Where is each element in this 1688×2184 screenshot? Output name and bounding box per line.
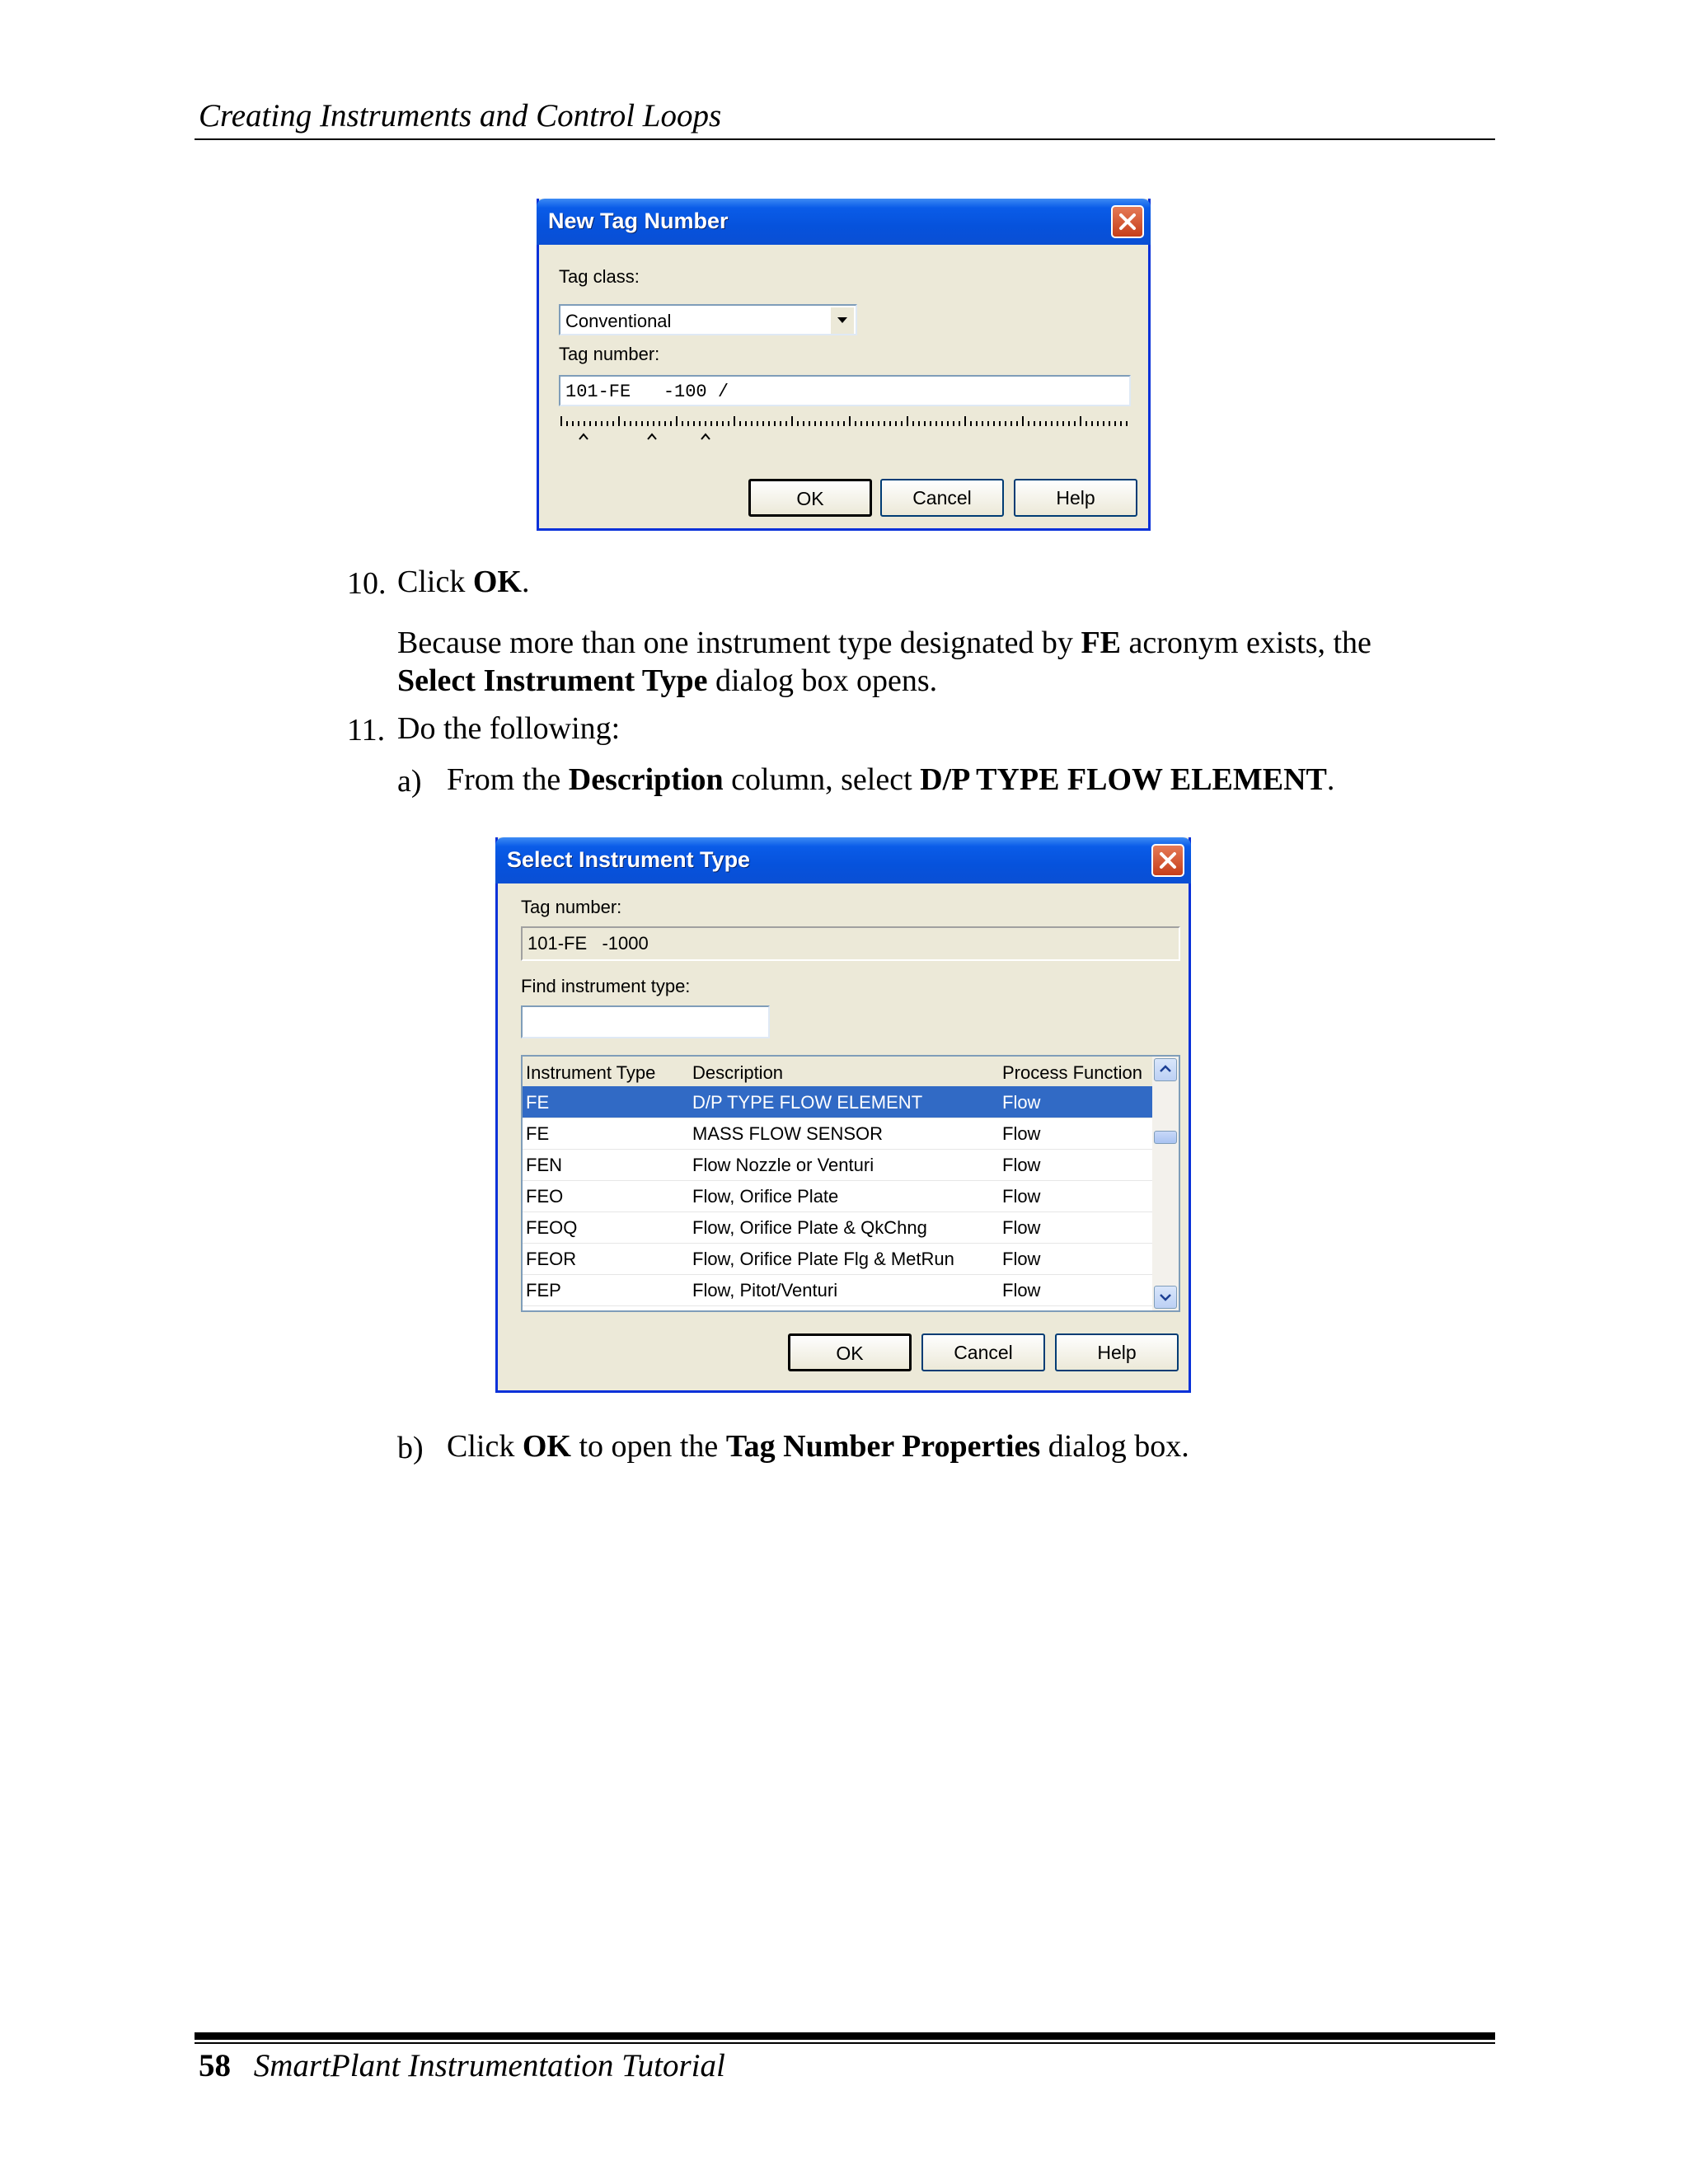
text: dialog box. — [1048, 1429, 1189, 1464]
vertical-scrollbar[interactable] — [1152, 1057, 1179, 1310]
text: Click — [397, 565, 466, 599]
bold-text: Tag Number Properties — [725, 1429, 1041, 1464]
substep-letter: b) — [397, 1431, 424, 1465]
table-cell: Flow, Orifice Plate — [692, 1186, 839, 1207]
close-button[interactable] — [1151, 844, 1184, 877]
bold-text: Select Instrument Type — [397, 663, 708, 698]
tag-number-value: 101-FE -100 / — [565, 382, 729, 402]
tag-class-label: Tag class: — [559, 266, 640, 287]
bold-text: OK — [522, 1429, 571, 1464]
tag-number-field[interactable] — [559, 375, 1131, 406]
text: From the — [447, 762, 561, 797]
step-number: 10. — [347, 566, 387, 601]
footer-rule — [195, 2032, 1495, 2040]
substep-b-text — [447, 1427, 1189, 1465]
ok-button[interactable]: OK — [748, 479, 872, 517]
text: . — [521, 565, 530, 599]
tag-number-readonly-field — [521, 926, 1180, 961]
cancel-button[interactable]: Cancel — [921, 1333, 1045, 1371]
step-11-text: Do the following: — [397, 711, 621, 746]
dialog-title: Select Instrument Type — [507, 847, 751, 872]
close-icon — [1118, 213, 1137, 231]
text: dialog box opens. — [715, 663, 938, 698]
footer-title: SmartPlant Instrumentation Tutorial — [253, 2048, 725, 2083]
chevron-down-icon — [1160, 1293, 1171, 1301]
close-icon — [1159, 851, 1177, 869]
text: Because more than one instrument type designated by — [397, 626, 1073, 660]
tag-class-dropdown-button[interactable] — [829, 307, 854, 334]
table-cell: FEOR — [526, 1249, 577, 1269]
tag-class-select[interactable] — [559, 304, 857, 335]
table-cell: Flow — [1002, 1280, 1041, 1301]
help-button[interactable]: Help — [1014, 479, 1137, 517]
table-cell: Flow — [1002, 1092, 1041, 1113]
table-cell: Flow — [1002, 1123, 1041, 1144]
text: to open the — [579, 1429, 719, 1464]
step-10-paragraph — [397, 624, 1372, 700]
table-row[interactable] — [523, 1149, 1154, 1181]
tag-format-ruler — [559, 415, 1131, 443]
ok-button[interactable]: OK — [788, 1333, 912, 1371]
dialog-titlebar[interactable] — [495, 837, 1191, 883]
close-button[interactable] — [1111, 205, 1144, 238]
table-cell: FEP — [526, 1280, 561, 1301]
table-row[interactable] — [523, 1086, 1154, 1118]
bold-text: OK — [472, 565, 522, 599]
text: column, select — [731, 762, 912, 797]
table-cell: FEN — [526, 1155, 562, 1175]
table-cell: Flow, Orifice Plate Flg & MetRun — [692, 1249, 954, 1269]
table-cell: D/P TYPE FLOW ELEMENT — [692, 1092, 923, 1113]
substep-a-text — [447, 761, 1334, 799]
table-cell: FE — [526, 1092, 550, 1113]
table-cell: FEOQ — [526, 1217, 578, 1238]
chevron-down-icon — [837, 316, 848, 325]
bold-text: Description — [568, 762, 724, 797]
table-row[interactable] — [523, 1212, 1154, 1244]
help-button[interactable]: Help — [1055, 1333, 1179, 1371]
table-row[interactable] — [523, 1180, 1154, 1212]
table-cell: MASS FLOW SENSOR — [692, 1123, 884, 1144]
dialog-title: New Tag Number — [548, 209, 729, 233]
table-cell: Flow, Orifice Plate & QkChng — [692, 1217, 927, 1238]
find-instrument-type-label: Find instrument type: — [521, 976, 691, 996]
table-cell: FEO — [526, 1186, 564, 1207]
table-cell: Flow — [1002, 1155, 1041, 1175]
column-header-process-function[interactable]: Process Function — [1002, 1062, 1142, 1083]
text: Click — [447, 1429, 515, 1464]
page-number: 58 — [199, 2048, 231, 2083]
bold-text: D/P TYPE FLOW ELEMENT — [920, 762, 1327, 797]
text: acronym exists, the — [1128, 626, 1372, 660]
table-cell: Flow Nozzle or Venturi — [692, 1155, 874, 1175]
table-cell: Flow — [1002, 1249, 1041, 1269]
page-footer — [199, 2047, 725, 2084]
table-cell: Flow — [1002, 1186, 1041, 1207]
select-instrument-type-dialog — [495, 837, 1191, 1393]
cancel-button[interactable]: Cancel — [880, 479, 1004, 517]
scroll-up-button[interactable] — [1154, 1058, 1177, 1081]
list-header — [523, 1057, 1154, 1088]
column-header-instrument-type[interactable]: Instrument Type — [526, 1062, 656, 1083]
footer-rule — [195, 2042, 1495, 2044]
tag-number-label: Tag number: — [559, 344, 660, 364]
table-cell: Flow — [1002, 1217, 1041, 1238]
chevron-up-icon — [1160, 1065, 1171, 1073]
page-header-title: Creating Instruments and Control Loops — [199, 98, 722, 134]
tag-class-value: Conventional — [565, 311, 672, 331]
table-row[interactable] — [523, 1274, 1154, 1306]
scroll-thumb[interactable] — [1154, 1131, 1177, 1144]
table-cell: FE — [526, 1123, 550, 1144]
table-row[interactable] — [523, 1118, 1154, 1150]
table-row[interactable] — [523, 1243, 1154, 1275]
find-instrument-type-input[interactable] — [521, 1005, 770, 1038]
step-10-text — [397, 563, 529, 601]
instrument-type-list[interactable] — [521, 1055, 1180, 1312]
table-cell: Flow, Pitot/Venturi — [692, 1280, 838, 1301]
column-header-description[interactable]: Description — [692, 1062, 784, 1083]
tag-number-label: Tag number: — [521, 897, 622, 917]
step-number: 11. — [347, 713, 386, 748]
tag-number-value: 101-FE -1000 — [528, 933, 649, 954]
header-rule — [195, 138, 1495, 140]
bold-text: FE — [1081, 626, 1121, 660]
new-tag-number-dialog — [537, 199, 1151, 531]
substep-letter: a) — [397, 764, 422, 799]
dialog-titlebar[interactable] — [537, 199, 1151, 245]
scroll-down-button[interactable] — [1154, 1286, 1177, 1309]
text: . — [1326, 762, 1335, 797]
